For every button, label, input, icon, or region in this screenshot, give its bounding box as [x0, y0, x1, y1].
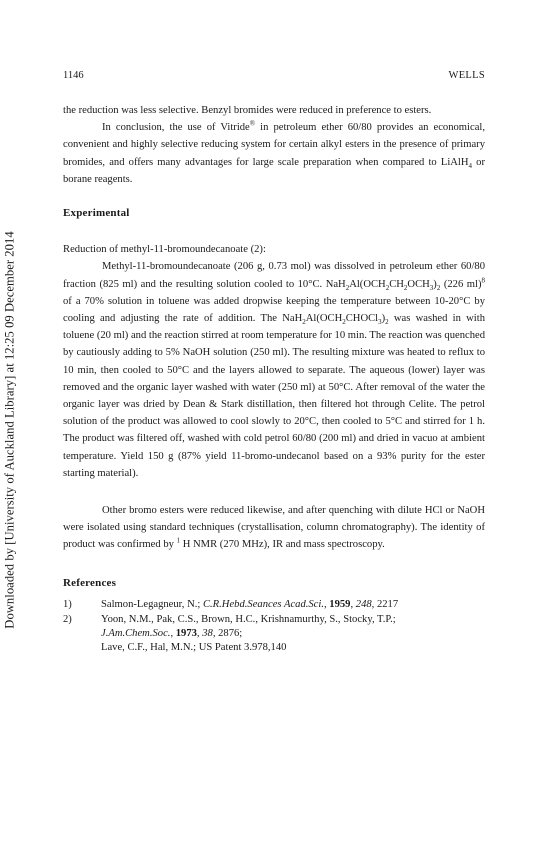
paragraph-conclusion: In conclusion, the use of Vitride® in petroleum ether 60/80 provides an economical, convenient and highly selective reducing system for certain alkyl esters in the presence of primary bromides, and offers many advantages for large scale preparation when compared to LiAlH$_4$ or borane reagents. — [63, 119, 485, 185]
reference-text: Yoon, N.M., Pak, C.S., Brown, H.C., Krishnamurthy, S., Stocky, T.P.; J.Am.Chem.Soc., 1973, 38, 2876; Lave, C.F., Hal, M.N.; US Patent 3.978,140 — [101, 613, 396, 653]
reference-text: Salmon-Legagneur, N.; C.R.Hebd.Seances Acad.Sci., 1959, 248, 2217 — [101, 598, 399, 610]
running-author: WELLS — [448, 70, 485, 81]
reference-item — [63, 613, 485, 655]
reference-item — [63, 598, 485, 612]
section-heading-references: References — [63, 576, 117, 589]
reference-number: 2) — [63, 613, 72, 625]
reference-list — [63, 598, 485, 655]
reference-number: 1) — [63, 598, 72, 610]
paragraph-continuation: the reduction was less selective. Benzyl bromides were reduced in preference to esters. — [63, 105, 432, 116]
procedure-title: Reduction of methyl-11-bromoundecanoate (2): — [63, 244, 266, 256]
paragraph-procedure: Methyl-11-bromoundecanoate (206 g, 0.73 mol) was dissolved in petroleum ether 60/80 fraction (825 ml) and the resulting solution cooled to 10°C. $NaH_2Al(OCH_2CH_2OCH_3)_2$ (226 ml)$^8$ of a 70% solution in toluene was added dropwise keeping the temperature between 10-20°C by cooling and adjusting the rate of addition. The $NaH_2Al(OCH_2CHOCl_3)_2$ was washed in with toluene (20 ml) and the reaction stirred at room temperature for 10 min. The reaction was quenched by cautiously adding to 5% NaOH solution (250 ml). The resulting mixture was heated to reflux to 10 min, then cooled to 50°C and the layers allowed to separate. The aqueous (lower) layer was removed and the organic layer washed with water (250 ml) at 50°C. After removal of the water the organic layer was dried by Dean & Stark distillation, then filtered hot through Celite. The petrol solution of the product was allowed to cool slowly to 20°C, then cooled to 5°C and stirred for 1 h. The product was filtered off, washed with cold petrol 60/80 (200 ml) and dried in vacuo at ambient temperature. Yield 150 g (87% yield 11-bromo-undecanol based on a 93% purity for the ester starting material). — [63, 261, 485, 479]
page-number: 1146 — [63, 70, 84, 81]
paragraph-other-esters: Other bromo esters were reduced likewise, and after quenching with dilute HCl or NaOH were isolated using standard techniques (crystallisation, column chromatography). The identity of product was confirmed by $^1$ H NMR (270 MHz), IR and mass spectroscopy. — [63, 505, 485, 551]
download-notice: Downloaded by [University of Auckland Library] at 12:25 09 December 2014 — [2, 231, 17, 629]
article-body — [63, 102, 485, 655]
section-heading-experimental: Experimental — [63, 207, 130, 220]
